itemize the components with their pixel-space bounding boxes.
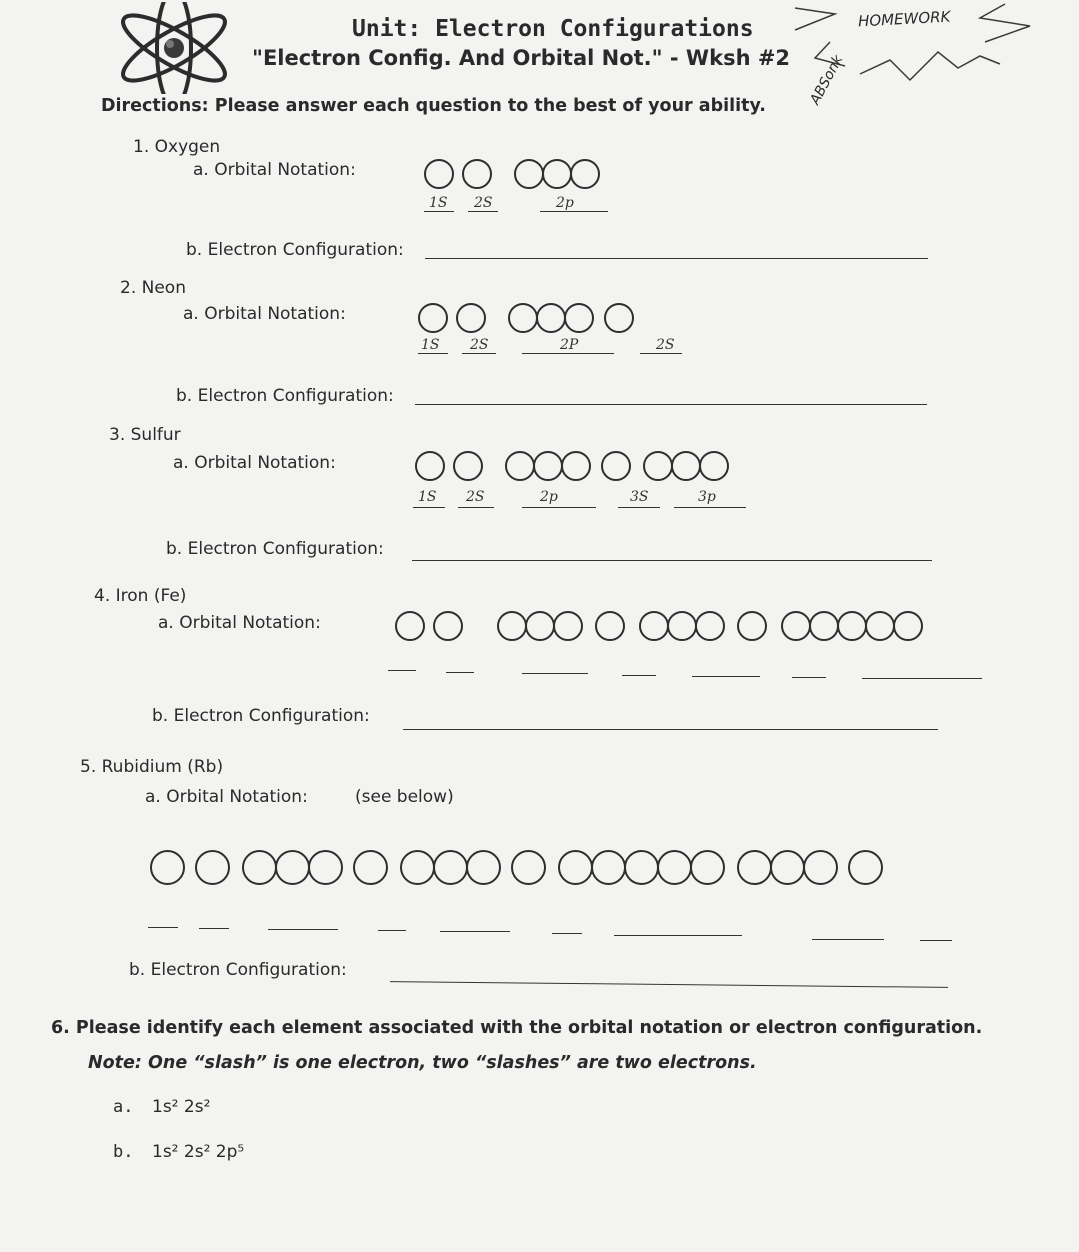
orbital-box (865, 611, 895, 641)
q6-note: Note: One “slash” is one electron, two “slashes” are two electrons. (88, 1053, 757, 1073)
q1-sublevel-1s: 1S (429, 195, 448, 211)
d-orbital-group (558, 850, 723, 885)
q5-line (440, 931, 510, 932)
orbital-box (395, 611, 425, 641)
q5-config-label: b. Electron Configuration: (129, 960, 347, 980)
q6-item-a-config: 1s² 2s² (152, 1097, 211, 1117)
q3-sublevel-1s: 1S (418, 489, 437, 505)
orbital-box (533, 451, 563, 481)
orbital-box (624, 850, 659, 885)
q2-sublevel-2s: 2S (470, 337, 489, 353)
q4-line (522, 673, 588, 674)
q3-sublevel-3p: 3p (698, 489, 716, 505)
q4-line (446, 672, 474, 673)
p-orbital-group (643, 451, 727, 481)
orbital-box (542, 159, 572, 189)
q5-line (378, 930, 406, 931)
orbital-box (893, 611, 923, 641)
q4-line (388, 670, 416, 671)
q6-item-b-config: 1s² 2s² 2p⁵ (152, 1142, 245, 1162)
orbital-box (308, 850, 343, 885)
q3-orbital-label: a. Orbital Notation: (173, 453, 336, 473)
q3-sublevel-2s: 2S (466, 489, 485, 505)
q1-orbital-diagram (424, 159, 598, 189)
q2-orbital-label: a. Orbital Notation: (183, 304, 346, 324)
orbital-box (150, 850, 185, 885)
homework-stamp: HOMEWORK (857, 7, 951, 31)
orbital-box (699, 451, 729, 481)
q2-sublevel-extra: 2S (656, 337, 675, 353)
q3-line-2p (522, 507, 596, 508)
orbital-box (525, 611, 555, 641)
q2-orbital-diagram (418, 303, 634, 333)
q1-line-2s (468, 211, 498, 212)
q4-line (792, 677, 826, 678)
worksheet-title: "Electron Config. And Orbital Not." - Wksh #2 (252, 46, 791, 70)
orbital-box (462, 159, 492, 189)
q2-config-answer-line[interactable] (415, 404, 927, 405)
orbital-box (511, 850, 546, 885)
q2-line-2p (522, 353, 614, 354)
q4-orbital-label: a. Orbital Notation: (158, 613, 321, 633)
q5-line (614, 935, 742, 936)
q5-line (148, 927, 178, 928)
q1-line-2p (540, 211, 608, 212)
orbital-box (690, 850, 725, 885)
orbital-box (837, 611, 867, 641)
q5-orbital-diagram (150, 850, 883, 885)
atom-logo (112, 2, 237, 94)
q3-line-2s (458, 507, 494, 508)
q4-line (692, 676, 760, 677)
orbital-box (514, 159, 544, 189)
q2-line-1s (418, 353, 448, 354)
orbital-box (848, 850, 883, 885)
orbital-box (770, 850, 805, 885)
orbital-box (737, 611, 767, 641)
orbital-box (433, 850, 468, 885)
orbital-box (275, 850, 310, 885)
q6-item-b-label: b. (113, 1142, 134, 1162)
orbital-box (595, 611, 625, 641)
q1-config-answer-line[interactable] (425, 258, 928, 259)
q4-config-answer-line[interactable] (403, 729, 938, 730)
q3-config-answer-line[interactable] (412, 560, 932, 561)
orbital-box (781, 611, 811, 641)
q5-line (920, 940, 952, 941)
orbital-box (424, 159, 454, 189)
unit-title: Unit: Electron Configurations (352, 16, 754, 42)
q3-orbital-diagram (415, 451, 727, 481)
q5-title: 5. Rubidium (Rb) (80, 757, 224, 777)
q1-title: 1. Oxygen (133, 137, 221, 157)
orbital-box (561, 451, 591, 481)
p-orbital-group (737, 850, 836, 885)
q1-config-label: b. Electron Configuration: (186, 240, 404, 260)
orbital-box (657, 850, 692, 885)
q6-prompt: 6. Please identify each element associated with the orbital notation or electron configuration. (51, 1018, 983, 1038)
q5-orbital-note: (see below) (355, 787, 454, 807)
orbital-box (466, 850, 501, 885)
q6-item-a-label: a. (113, 1097, 134, 1117)
orbital-box (497, 611, 527, 641)
q5-config-answer-line[interactable] (390, 981, 948, 988)
orbital-box (591, 850, 626, 885)
orbital-box (809, 611, 839, 641)
orbital-box (453, 451, 483, 481)
orbital-box (508, 303, 538, 333)
orbital-box (536, 303, 566, 333)
directions: Directions: Please answer each question to the best of your ability. (101, 96, 766, 116)
orbital-box (400, 850, 435, 885)
p-orbital-group (508, 303, 592, 333)
orbital-box (353, 850, 388, 885)
p-orbital-group (514, 159, 598, 189)
orbital-box (570, 159, 600, 189)
q3-sublevel-3s: 3S (630, 489, 649, 505)
orbital-box (803, 850, 838, 885)
orbital-box (195, 850, 230, 885)
q3-line-1s (413, 507, 445, 508)
q4-title: 4. Iron (Fe) (94, 586, 187, 606)
orbital-box (505, 451, 535, 481)
q1-line-1s (424, 211, 454, 212)
q2-line-extra (640, 353, 682, 354)
orbital-box (667, 611, 697, 641)
orbital-box (456, 303, 486, 333)
q3-title: 3. Sulfur (109, 425, 181, 445)
q1-orbital-label: a. Orbital Notation: (193, 160, 356, 180)
d-orbital-group (781, 611, 921, 641)
q3-config-label: b. Electron Configuration: (166, 539, 384, 559)
orbital-box (242, 850, 277, 885)
orbital-box (695, 611, 725, 641)
q3-sublevel-2p: 2p (540, 489, 558, 505)
q4-line (622, 675, 656, 676)
p-orbital-group (242, 850, 341, 885)
q4-line (862, 678, 982, 679)
orbital-box (418, 303, 448, 333)
p-orbital-group (505, 451, 589, 481)
orbital-box (415, 451, 445, 481)
q5-line (812, 939, 884, 940)
q3-line-3s (618, 507, 660, 508)
q5-line (552, 933, 582, 934)
orbital-box (737, 850, 772, 885)
orbital-box (639, 611, 669, 641)
orbital-box (601, 451, 631, 481)
q2-sublevel-1s: 1S (421, 337, 440, 353)
orbital-box (433, 611, 463, 641)
orbital-box (564, 303, 594, 333)
orbital-box (643, 451, 673, 481)
q3-line-3p (674, 507, 746, 508)
q2-sublevel-2p: 2P (560, 337, 579, 353)
q4-config-label: b. Electron Configuration: (152, 706, 370, 726)
q5-line (268, 929, 338, 930)
orbital-box (604, 303, 634, 333)
orbital-box (558, 850, 593, 885)
q5-line (199, 928, 229, 929)
q1-sublevel-2s: 2S (474, 195, 493, 211)
side-scrawl: ABSonk (807, 52, 847, 108)
p-orbital-group (639, 611, 723, 641)
p-orbital-group (400, 850, 499, 885)
q5-orbital-label: a. Orbital Notation: (145, 787, 308, 807)
q1-sublevel-2p: 2p (556, 195, 574, 211)
p-orbital-group (497, 611, 581, 641)
orbital-box (671, 451, 701, 481)
q2-title: 2. Neon (120, 278, 186, 298)
orbital-box (553, 611, 583, 641)
q2-line-2s (462, 353, 496, 354)
q4-orbital-diagram (395, 611, 921, 641)
q2-config-label: b. Electron Configuration: (176, 386, 394, 406)
